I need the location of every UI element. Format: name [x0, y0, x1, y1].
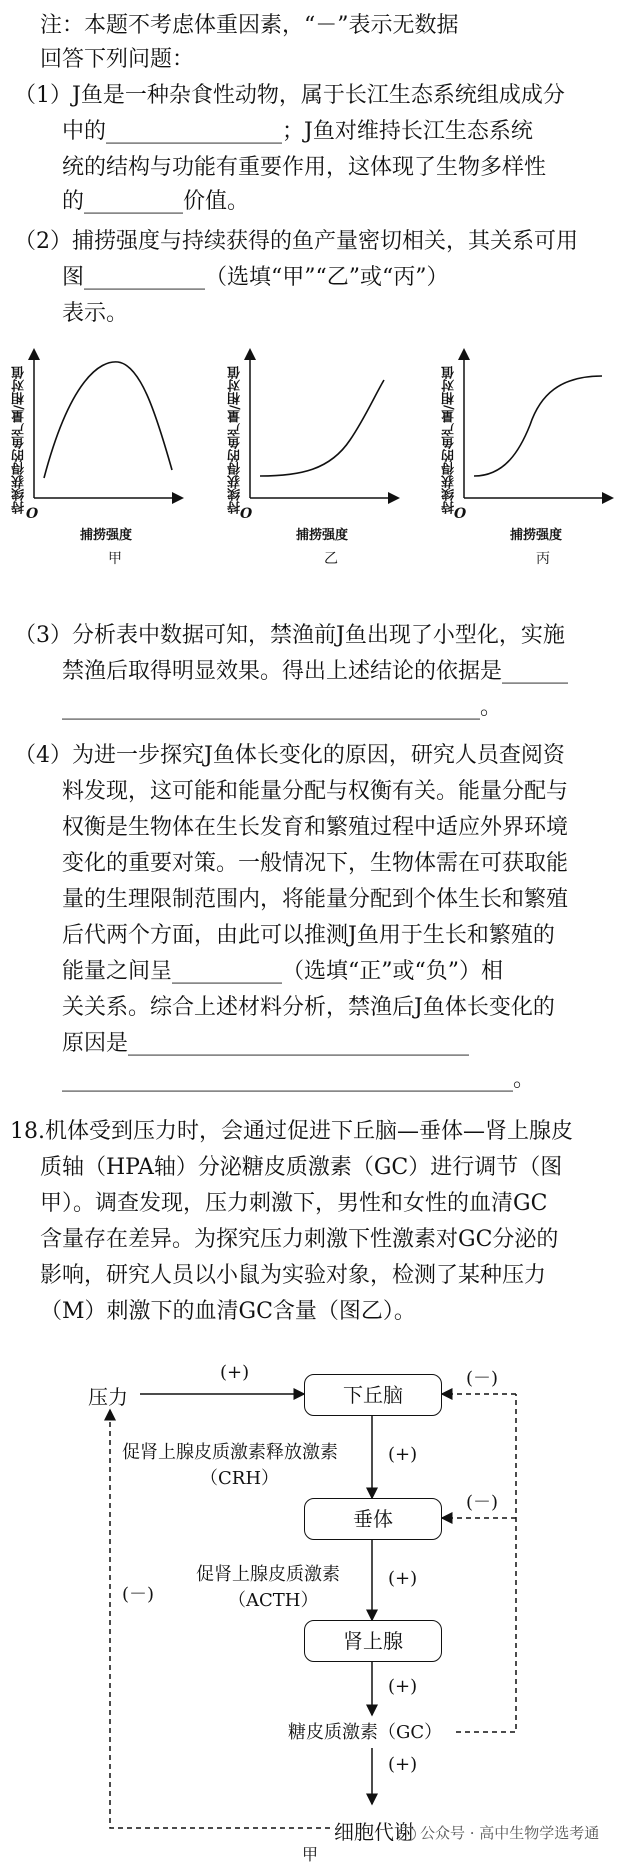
- crh-name: 促肾上腺皮质激素释放激素: [122, 1442, 338, 1463]
- pressure-label: 压力: [88, 1385, 128, 1409]
- crh-abbr: （CRH）: [200, 1468, 280, 1489]
- q3-line-3: ______________________________________。: [62, 695, 503, 720]
- q1-line-2: 中的________________；J鱼对维持长江生态系统: [62, 119, 533, 144]
- hypothalamus-box: 下丘脑: [304, 1374, 442, 1416]
- q18-line-3: 甲）。调查发现，压力刺激下，男性和女性的血清GC: [40, 1191, 548, 1216]
- feedback-line-vertical: [456, 1394, 516, 1732]
- wechat-icon: [398, 1827, 416, 1841]
- minus-pituitary: (－): [466, 1492, 499, 1513]
- metabolism-label: 细胞代谢: [334, 1820, 414, 1844]
- graph-jia-origin: O: [26, 506, 39, 522]
- acth-abbr: （ACTH）: [228, 1590, 319, 1611]
- pituitary-box: 垂体: [304, 1498, 442, 1540]
- q4-line-3: 权衡是生物体在生长发育和繁殖过程中适应外界环境: [62, 815, 569, 840]
- graph-yi-origin: O: [240, 506, 253, 522]
- plus-adrenal: (+): [388, 1676, 418, 1697]
- table-note: 注：本题不考虑体重因素，“－”表示无数据: [40, 13, 459, 38]
- q18-line-6: （M）刺激下的血清GC含量（图乙）。: [40, 1299, 416, 1324]
- q18-line-2: 质轴（HPA轴）分泌糖皮质激素（GC）进行调节（图: [40, 1155, 563, 1180]
- q3-line-1: （3）分析表中数据可知，禁渔前J鱼出现了小型化，实施: [14, 623, 565, 648]
- plus-crh: (+): [388, 1444, 418, 1465]
- watermark-label: 公众号 · 高中生物学选考通: [420, 1824, 600, 1842]
- minus-hypothalamus: (－): [466, 1368, 499, 1389]
- q18-line-1: 18.机体受到压力时，会通过促进下丘脑—垂体—肾上腺皮: [10, 1119, 573, 1144]
- q4-line-7: 能量之间呈__________（选填“正”或“负”）相: [62, 959, 503, 984]
- graph-jia-xlabel: 捕捞强度: [80, 528, 133, 543]
- q1-line-4: 的_________价值。: [62, 189, 250, 214]
- q1-line-1: （1）J鱼是一种杂食性动物，属于长江生态系统组成成分: [14, 83, 565, 108]
- q4-line-6: 后代两个方面，由此可以推测J鱼用于生长和繁殖的: [62, 923, 555, 948]
- q4-line-10: _________________________________________。: [62, 1067, 536, 1092]
- q4-line-1: （4）为进一步探究J鱼体长变化的原因，研究人员查阅资: [14, 743, 565, 768]
- graph-bing-origin: O: [454, 506, 467, 522]
- q18-line-4: 含量存在差异。为探究压力刺激下性激素对GC分泌的: [40, 1227, 559, 1252]
- acth-name: 促肾上腺皮质激素: [196, 1564, 340, 1585]
- graph-jia-ylabel: 持续获得的鱼产量/相对值: [12, 366, 27, 514]
- adrenal-box: 肾上腺: [304, 1620, 442, 1662]
- graph-yi-curve: [260, 380, 384, 476]
- graph-yi-ylabel: 持续获得的鱼产量/相对值: [228, 366, 243, 514]
- plus-gc: (+): [388, 1754, 418, 1775]
- q2-line-3: 表示。: [62, 301, 129, 326]
- hpa-diagram-svg: [0, 1340, 644, 1860]
- q2-line-1: （2）捕捞强度与持续获得的鱼产量密切相关，其关系可用: [14, 229, 578, 254]
- q18-line-5: 影响，研究人员以小鼠为实验对象，检测了某种压力: [40, 1263, 547, 1288]
- graph-bing-ylabel: 持续获得的鱼产量/相对值: [442, 366, 457, 514]
- minus-metabolism: (－): [122, 1584, 155, 1605]
- watermark-text: [398, 1822, 599, 1843]
- graph-yi: [250, 354, 394, 498]
- q4-line-2: 料发现，这可能和能量分配与权衡有关。能量分配与: [62, 779, 569, 804]
- graph-yi-caption: 乙: [324, 551, 338, 567]
- q1-line-3: 统的结构与功能有重要作用，这体现了生物多样性: [62, 155, 547, 180]
- q4-line-9: 原因是_______________________________: [62, 1031, 470, 1056]
- q4-line-5: 量的生理限制范围内，将能量分配到个体生长和繁殖: [62, 887, 569, 912]
- plus-acth: (+): [388, 1568, 418, 1589]
- graph-bing-caption: 丙: [536, 551, 550, 567]
- diagram-caption: 甲: [302, 1845, 319, 1864]
- q4-line-4: 变化的重要对策。一般情况下，生物体需在可获取能: [62, 851, 569, 876]
- graph-bing: [464, 354, 608, 498]
- gc-label: 糖皮质激素（GC）: [288, 1722, 443, 1743]
- graph-bing-xlabel: 捕捞强度: [510, 528, 563, 543]
- q3-line-2: 禁渔后取得明显效果。得出上述结论的依据是______: [62, 659, 569, 684]
- q2-line-2: 图___________（选填“甲”“乙”或“丙”）: [62, 265, 449, 290]
- graph-jia-caption: 甲: [108, 551, 122, 567]
- graphs-svg: [0, 340, 644, 540]
- intro-text: 回答下列问题：: [40, 47, 195, 72]
- q4-line-8: 关关系。综合上述材料分析，禁渔后J鱼体长变化的: [62, 995, 555, 1020]
- plus-pressure: (+): [220, 1362, 250, 1383]
- graph-jia: [34, 354, 178, 498]
- graph-yi-xlabel: 捕捞强度: [296, 528, 349, 543]
- graph-bing-curve: [474, 376, 602, 476]
- graph-jia-curve: [44, 362, 172, 478]
